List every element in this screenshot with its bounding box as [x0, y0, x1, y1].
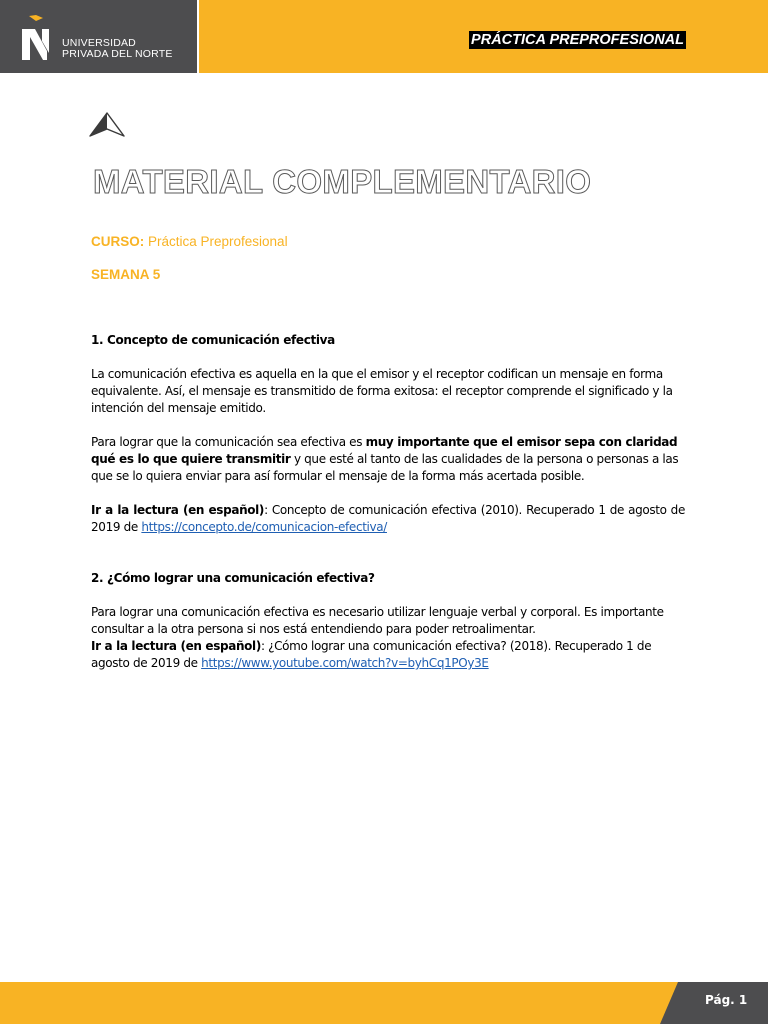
- section2-reading-label: Ir a la lectura (en español): [91, 639, 261, 653]
- document-content: [91, 332, 685, 672]
- week-label: SEMANA 5: [91, 267, 161, 282]
- course-label: CURSO:: [91, 234, 148, 249]
- university-name-line1: UNIVERSIDAD: [62, 37, 136, 49]
- header-title: PRÁCTICA PREPROFESIONAL: [471, 32, 684, 48]
- section1-paragraph1: [91, 366, 685, 417]
- section1-p1-line3: intención del mensaje emitido.: [91, 401, 266, 415]
- course-value: Práctica Preprofesional: [148, 234, 288, 249]
- section1-reading: [91, 502, 685, 536]
- university-name-line2: PRIVADA DEL NORTE: [62, 48, 173, 60]
- footer-bar: [0, 982, 768, 1024]
- section1-p1-line1: La comunicación efectiva es aquella en la que el emisor y el receptor codifican un mensaje en forma: [91, 367, 663, 381]
- section1-paragraph2: [91, 434, 685, 485]
- main-title: [91, 162, 691, 202]
- section2-heading: 2. ¿Cómo lograr una comunicación efectiva?: [91, 571, 375, 585]
- section1-reading-text: : Concepto de comunicación efectiva (2010). Recuperado 1 de agosto de 2019 de: [91, 503, 685, 534]
- section2-reading-text: : ¿Cómo lograr una comunicación efectiva? (2018). Recuperado 1 de agosto de 2019 de: [91, 639, 652, 670]
- section2-reading: [91, 638, 685, 672]
- section2-reading-link[interactable]: https://www.youtube.com/watch?v=byhCq1POy3E: [201, 656, 489, 670]
- section1-p2-a: Para lograr que la comunicación sea efectiva es: [91, 435, 366, 449]
- section1-p2-c: y que esté al tanto de las cualidades de la persona o personas a las que se lo quiera enviar para así formular el mensaje de la forma más acertada posible.: [91, 452, 679, 483]
- section1-p2-emphasis: muy importante que el emisor sepa con claridad qué es lo que quiere transmitir: [91, 435, 678, 466]
- section1-reading-label: Ir a la lectura (en español): [91, 503, 265, 517]
- page-number: Pág. 1: [705, 993, 748, 1007]
- section1-p1-line2: equivalente. Así, el mensaje es transmitido de forma exitosa: el receptor comprende el significado y la: [91, 384, 673, 398]
- section1-reading-link[interactable]: https://concepto.de/comunicacion-efectiva/: [141, 520, 387, 534]
- navigation-arrow-icon: [89, 112, 125, 138]
- university-name: [62, 38, 173, 60]
- header-logo-panel: [0, 0, 197, 73]
- course-line: [91, 234, 288, 249]
- section1-heading: 1. Concepto de comunicación efectiva: [91, 333, 335, 347]
- upn-logo-icon: [19, 15, 53, 61]
- header-bar: [199, 0, 768, 73]
- main-title-text: MATERIAL COMPLEMENTARIO: [93, 163, 592, 200]
- section2-paragraph1: Para lograr una comunicación efectiva es necesario utilizar lenguaje verbal y corporal. Es importante consultar a la otra persona si nos está entendiendo para poder retroalimentar.: [91, 605, 664, 636]
